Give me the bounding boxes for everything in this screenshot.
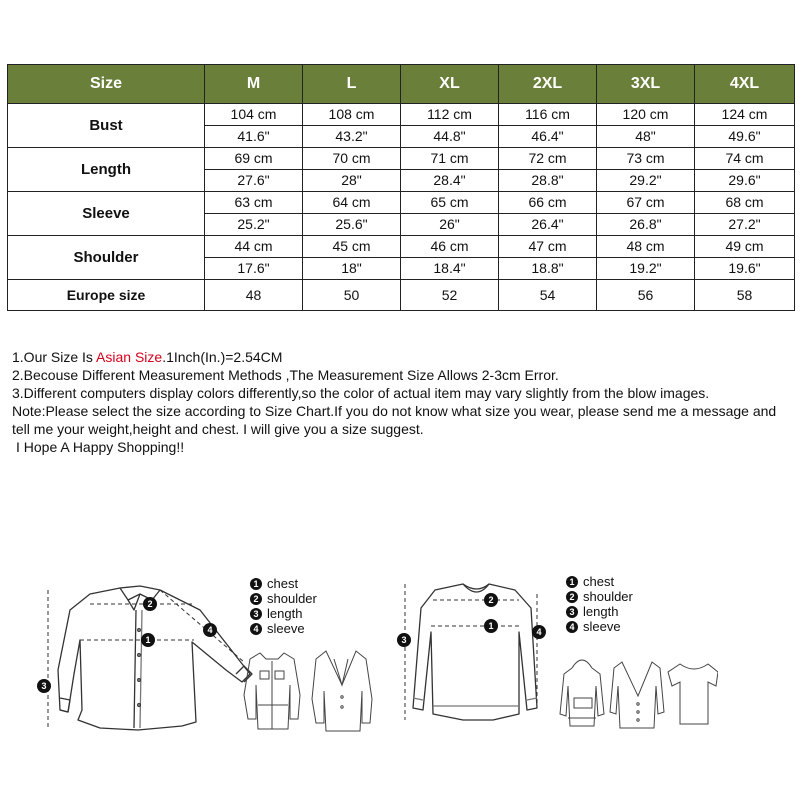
cell-inch: 27.6": [205, 170, 303, 192]
cell-inch: 43.2": [303, 126, 401, 148]
cell-cm: 63 cm: [205, 192, 303, 214]
cell-inch: 29.2": [597, 170, 695, 192]
cell-europe: 48: [205, 280, 303, 311]
row-label: Bust: [8, 104, 205, 148]
size-notes: [12, 348, 788, 456]
jacket-thumbnails: [238, 645, 373, 735]
cell-cm: 124 cm: [695, 104, 795, 126]
legend-item-sleeve: 4 sleeve: [250, 621, 317, 636]
cell-inch: 28.8": [499, 170, 597, 192]
table-row: [8, 236, 795, 258]
cell-inch: 49.6": [695, 126, 795, 148]
cell-inch: 27.2": [695, 214, 795, 236]
marker-shoulder-sweater: 2: [488, 595, 494, 605]
row-label: Europe size: [8, 280, 205, 311]
marker-shoulder-shirt: 2: [147, 599, 153, 609]
cell-europe: 52: [401, 280, 499, 311]
cell-inch: 18.4": [401, 258, 499, 280]
cell-cm: 120 cm: [597, 104, 695, 126]
note-line-4: Note:Please select the size according to Size Chart.If you do not know what size you wear, please send me a message and tell me your weight,height and chest. I will give you a size suggest.: [12, 403, 777, 437]
note-line-1: 1.Our Size Is Asian Size.1Inch(In.)=2.54CM: [12, 349, 283, 365]
cell-cm: 70 cm: [303, 148, 401, 170]
cell-inch: 46.4": [499, 126, 597, 148]
header-xl: XL: [401, 65, 499, 104]
number-2-icon: 2: [250, 593, 262, 605]
legend-item-length: 3 length: [566, 604, 633, 619]
number-4-icon: 4: [566, 621, 578, 633]
cell-europe: 54: [499, 280, 597, 311]
cell-inch: 44.8": [401, 126, 499, 148]
knitwear-thumbnails: [558, 652, 718, 734]
table-row: [8, 192, 795, 214]
legend-left: [250, 576, 317, 636]
legend-item-chest: 1 chest: [566, 574, 633, 589]
cell-inch: 25.6": [303, 214, 401, 236]
cell-europe: 50: [303, 280, 401, 311]
cell-inch: 28.4": [401, 170, 499, 192]
header-2xl: 2XL: [499, 65, 597, 104]
row-label: Sleeve: [8, 192, 205, 236]
table-header-row: [8, 65, 795, 104]
cell-cm: 49 cm: [695, 236, 795, 258]
cell-europe: 58: [695, 280, 795, 311]
cell-inch: 17.6": [205, 258, 303, 280]
row-label: Shoulder: [8, 236, 205, 280]
number-4-icon: 4: [250, 623, 262, 635]
cell-cm: 112 cm: [401, 104, 499, 126]
marker-chest-sweater: 1: [488, 621, 494, 631]
number-3-icon: 3: [566, 606, 578, 618]
cell-inch: 29.6": [695, 170, 795, 192]
table-row: [8, 148, 795, 170]
header-m: M: [205, 65, 303, 104]
table-row: [8, 104, 795, 126]
cell-cm: 66 cm: [499, 192, 597, 214]
sweater-measurement-illustration: [395, 572, 555, 732]
number-1-icon: 1: [250, 578, 262, 590]
number-2-icon: 2: [566, 591, 578, 603]
marker-length-shirt: 3: [41, 681, 47, 691]
shirt-measurement-illustration: [30, 570, 260, 740]
marker-sleeve-sweater: 4: [536, 627, 542, 637]
cell-cm: 69 cm: [205, 148, 303, 170]
cell-inch: 19.6": [695, 258, 795, 280]
note-line-5: I Hope A Happy Shopping!!: [16, 439, 185, 455]
cell-cm: 68 cm: [695, 192, 795, 214]
cell-cm: 65 cm: [401, 192, 499, 214]
table-row-europe: [8, 280, 795, 311]
number-1-icon: 1: [566, 576, 578, 588]
cell-inch: 41.6": [205, 126, 303, 148]
cell-cm: 64 cm: [303, 192, 401, 214]
cell-cm: 71 cm: [401, 148, 499, 170]
legend-item-sleeve: 4 sleeve: [566, 619, 633, 634]
cell-cm: 67 cm: [597, 192, 695, 214]
cell-cm: 48 cm: [597, 236, 695, 258]
row-label: Length: [8, 148, 205, 192]
header-3xl: 3XL: [597, 65, 695, 104]
asian-size-highlight: Asian Size: [96, 349, 163, 365]
cell-inch: 48": [597, 126, 695, 148]
legend-item-shoulder: 2 shoulder: [566, 589, 633, 604]
cell-inch: 18": [303, 258, 401, 280]
marker-length-sweater: 3: [401, 635, 407, 645]
header-l: L: [303, 65, 401, 104]
cell-cm: 116 cm: [499, 104, 597, 126]
cell-cm: 45 cm: [303, 236, 401, 258]
cell-inch: 28": [303, 170, 401, 192]
cell-cm: 104 cm: [205, 104, 303, 126]
legend-item-length: 3 length: [250, 606, 317, 621]
cell-cm: 73 cm: [597, 148, 695, 170]
cell-inch: 19.2": [597, 258, 695, 280]
cell-cm: 44 cm: [205, 236, 303, 258]
header-4xl: 4XL: [695, 65, 795, 104]
legend-item-shoulder: 2 shoulder: [250, 591, 317, 606]
note-line-2: 2.Becouse Different Measurement Methods ,The Measurement Size Allows 2-3cm Error.: [12, 367, 559, 383]
cell-cm: 74 cm: [695, 148, 795, 170]
number-3-icon: 3: [250, 608, 262, 620]
cell-cm: 72 cm: [499, 148, 597, 170]
cell-inch: 26.8": [597, 214, 695, 236]
legend-right: [566, 574, 633, 634]
cell-cm: 47 cm: [499, 236, 597, 258]
cell-cm: 46 cm: [401, 236, 499, 258]
cell-inch: 25.2": [205, 214, 303, 236]
cell-inch: 26.4": [499, 214, 597, 236]
marker-sleeve-shirt: 4: [207, 625, 213, 635]
cell-europe: 56: [597, 280, 695, 311]
legend-item-chest: 1 chest: [250, 576, 317, 591]
cell-inch: 26": [401, 214, 499, 236]
cell-cm: 108 cm: [303, 104, 401, 126]
marker-chest-shirt: 1: [145, 635, 151, 645]
header-size: Size: [8, 65, 205, 104]
cell-inch: 18.8": [499, 258, 597, 280]
note-line-3: 3.Different computers display colors differently,so the color of actual item may vary slightly from the blow images.: [12, 385, 710, 401]
size-chart-table: [7, 64, 795, 311]
